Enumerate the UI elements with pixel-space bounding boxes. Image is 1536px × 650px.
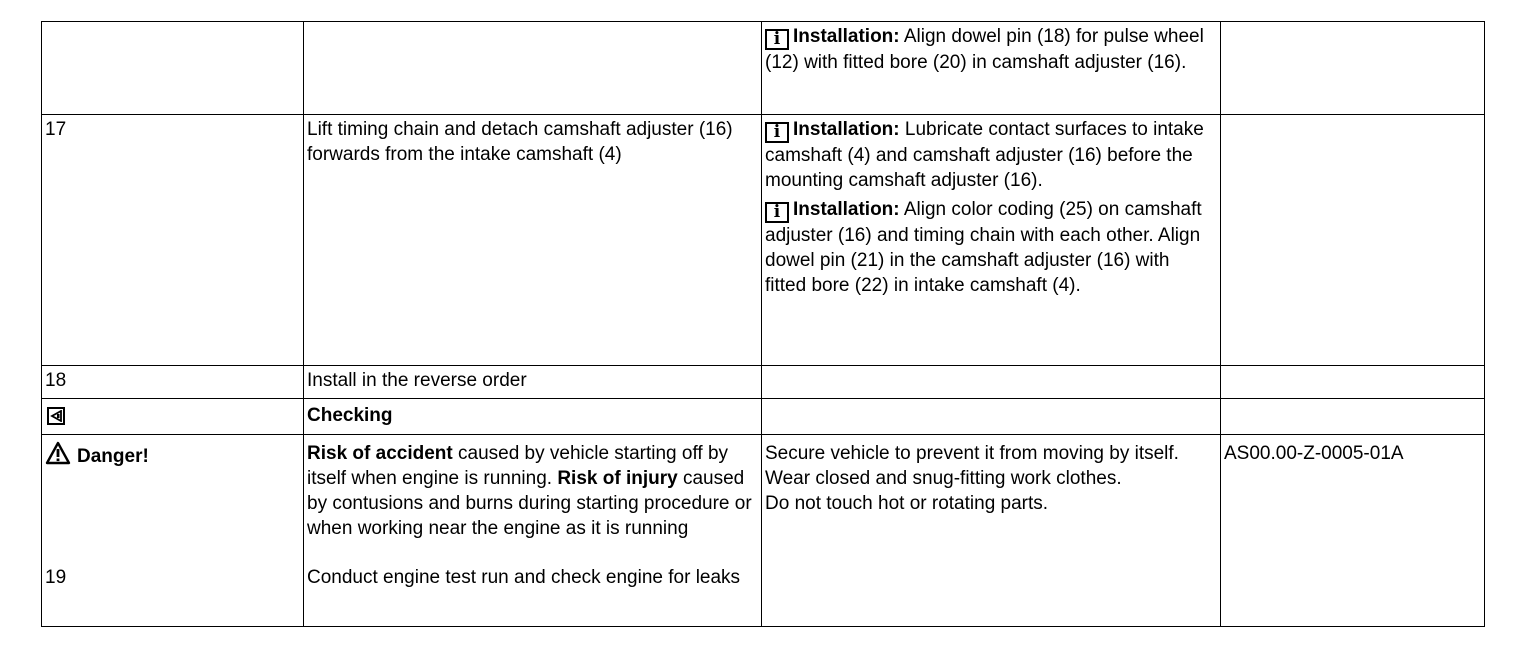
table-row: [42, 366, 1485, 399]
step-cell: 18: [42, 366, 304, 399]
note-label: Installation:: [793, 199, 900, 220]
reference-cell[interactable]: AS00.00-Z-0005-01A: [1221, 435, 1485, 627]
action-cell: Lift timing chain and detach camshaft adjuster (16) forwards from the intake camshaft (4): [304, 115, 762, 366]
notes-cell: [762, 366, 1221, 399]
danger-label: Danger!: [77, 446, 149, 467]
reference-cell: [1221, 366, 1485, 399]
risk-text: [307, 441, 755, 565]
note-label: Installation:: [793, 119, 900, 140]
warning-triangle-icon: [45, 441, 71, 472]
action-cell: [304, 22, 762, 115]
step-cell: 17: [42, 115, 304, 366]
procedure-table: [41, 21, 1485, 627]
info-icon: i: [765, 122, 789, 143]
risk-injury-label: Risk of injury: [557, 468, 678, 489]
reference-cell: [1221, 399, 1485, 435]
step-number: 19: [45, 567, 67, 588]
info-icon: i: [765, 29, 789, 50]
notes-cell: [762, 399, 1221, 435]
step-cell: [42, 435, 304, 627]
measure-line: Do not touch hot or rotating parts.: [765, 493, 1049, 514]
installation-note: [765, 117, 1214, 193]
risk-accident-text: caused by vehicle starting off by itself when engine is running.: [307, 443, 729, 489]
table-row: [42, 115, 1485, 366]
reference-cell: [1221, 22, 1485, 115]
notes-cell: [762, 22, 1221, 115]
measure-line: Wear closed and snug-fitting work clothes.: [765, 468, 1122, 489]
danger-label-wrap: [45, 441, 297, 565]
note-text: Align dowel pin (18) for pulse wheel (12) with fitted bore (20) in camshaft adjuster (16).: [765, 26, 1204, 73]
table-row: [42, 399, 1485, 435]
installation-note: [765, 197, 1214, 298]
action-text: Conduct engine test run and check engine for leaks: [307, 567, 741, 588]
section-title: Checking: [304, 399, 762, 435]
note-text: Align color coding (25) on camshaft adjuster (16) and timing chain with each other. Align dowel pin (21) in the camshaft adjuster (16) with fitted bore (22) in intake camshaft (4).: [765, 199, 1202, 296]
section-icon-cell: [42, 399, 304, 435]
risk-injury-text: caused by contusions and burns during starting procedure or when working near the engine as it is running: [307, 468, 752, 539]
reference-cell: [1221, 115, 1485, 366]
installation-note: [765, 24, 1214, 75]
notes-cell: [762, 115, 1221, 366]
step-cell: [42, 22, 304, 115]
table-row: [42, 435, 1485, 627]
info-icon: i: [765, 202, 789, 223]
measures-cell: [762, 435, 1221, 627]
note-label: Installation:: [793, 26, 900, 47]
action-cell: Install in the reverse order: [304, 366, 762, 399]
checking-icon: [47, 407, 65, 425]
action-cell: [304, 435, 762, 627]
measure-line: Secure vehicle to prevent it from moving by itself.: [765, 443, 1179, 464]
risk-accident-label: Risk of accident: [307, 443, 453, 464]
note-text: Lubricate contact surfaces to intake camshaft (4) and camshaft adjuster (16) before the mounting camshaft adjuster (16).: [765, 119, 1204, 191]
table-row: [42, 22, 1485, 115]
